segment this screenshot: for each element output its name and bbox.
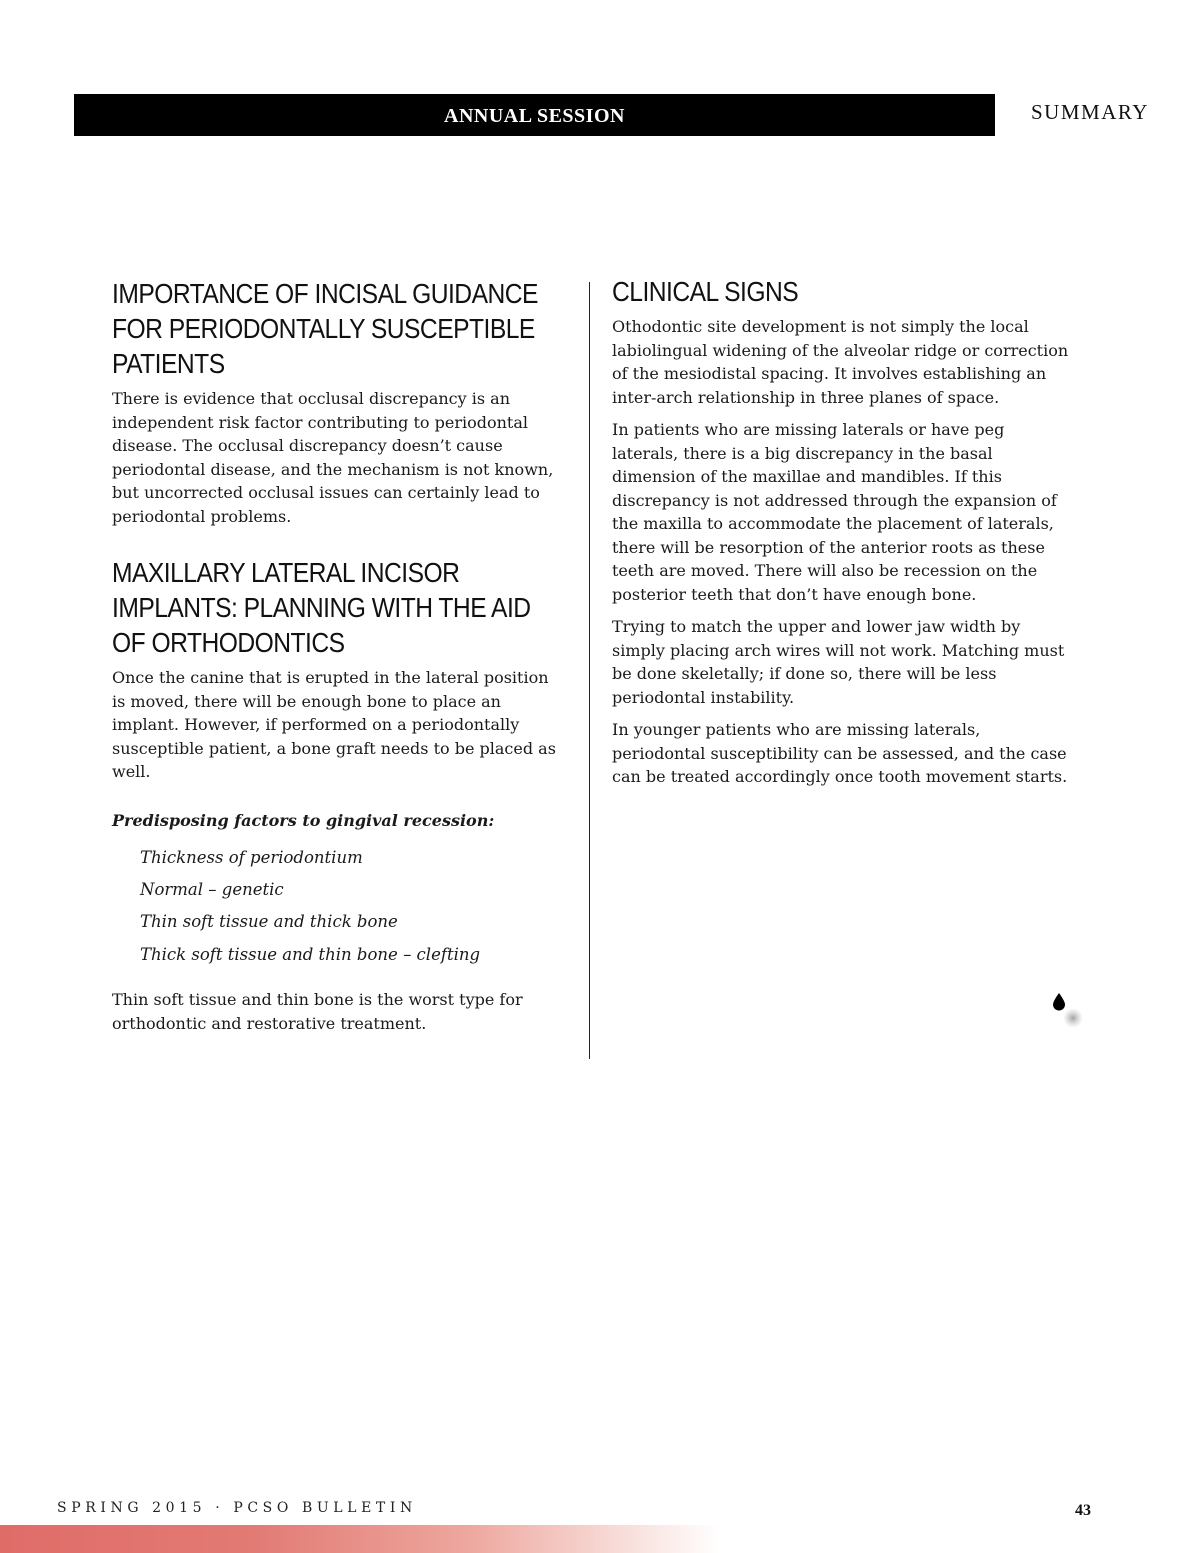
paragraph: Trying to match the upper and lower jaw width by simply placing arch wires will not work. Matching must be done skeletally; if done so, there will be less periodontal instability.: [612, 617, 1065, 707]
section-body-incisal-guidance: There is evidence that occlusal discrepancy is an independent risk factor contributing to periodontal disease. The occlusal discrepancy doesn’t cause periodontal disease, and the mechanism is not known, but uncorrected occlusal issues can certainly lead to periodontal problems.: [112, 389, 554, 526]
section-tag: SUMMARY: [1031, 100, 1149, 124]
header-bar: [74, 94, 995, 136]
footer-band: [0, 1525, 720, 1553]
factors-list: [112, 842, 562, 972]
section-title-incisal-guidance: IMPORTANCE OF INCISAL GUIDANCE FOR PERIODONTALLY SUSCEPTIBLE PATIENTS: [112, 278, 538, 379]
drop-icon: [1050, 990, 1090, 1032]
paragraph: In patients who are missing laterals or have peg laterals, there is a big discrepancy in the basal dimension of the maxillae and mandibles. If this discrepancy is not addressed through the expansion of the maxilla to accommodate the placement of laterals, there will be resorption of the anterior roots as these teeth are moved. There will also be recession on the posterior teeth that don’t have enough bone.: [612, 420, 1057, 604]
header-bar-title: ANNUAL SESSION: [444, 104, 625, 127]
section-title-lateral-incisor-implants: MAXILLARY LATERAL INCISOR IMPLANTS: PLANNING WITH THE AID OF ORTHODONTICS: [112, 557, 531, 658]
footer-publication: SPRING 2015 · PCSO BULLETIN: [57, 1500, 417, 1516]
paragraph: Othodontic site development is not simply the local labiolingual widening of the alveolar ridge or correction of the mesiodistal spacing. It involves establishing an inter-arch relationship in three planes of space.: [612, 317, 1069, 407]
list-item: Normal – genetic: [140, 879, 284, 899]
list-item: Thick soft tissue and thin bone – clefting: [140, 944, 481, 964]
column-divider: [589, 282, 590, 1059]
list-item: Thin soft tissue and thick bone: [140, 912, 398, 932]
paragraph: In younger patients who are missing laterals, periodontal susceptibility can be assessed, and the case can be treated accordingly once tooth movement starts.: [612, 720, 1068, 786]
section-body-lateral-incisor-implants: Once the canine that is erupted in the lateral position is moved, there will be enough bone to place an implant. However, if performed on a periodontally susceptible patient, a bone graft needs to be placed as well.: [112, 668, 556, 781]
closing-paragraph: Thin soft tissue and thin bone is the worst type for orthodontic and restorative treatment.: [112, 990, 523, 1033]
list-item: Thickness of periodontium: [140, 847, 363, 867]
factors-title: Predisposing factors to gingival recession:: [112, 810, 495, 830]
left-column: [112, 276, 562, 1044]
section-title-clinical-signs: CLINICAL SIGNS: [612, 276, 799, 307]
page-number: 43: [1075, 1502, 1091, 1519]
right-column: [612, 274, 1074, 798]
